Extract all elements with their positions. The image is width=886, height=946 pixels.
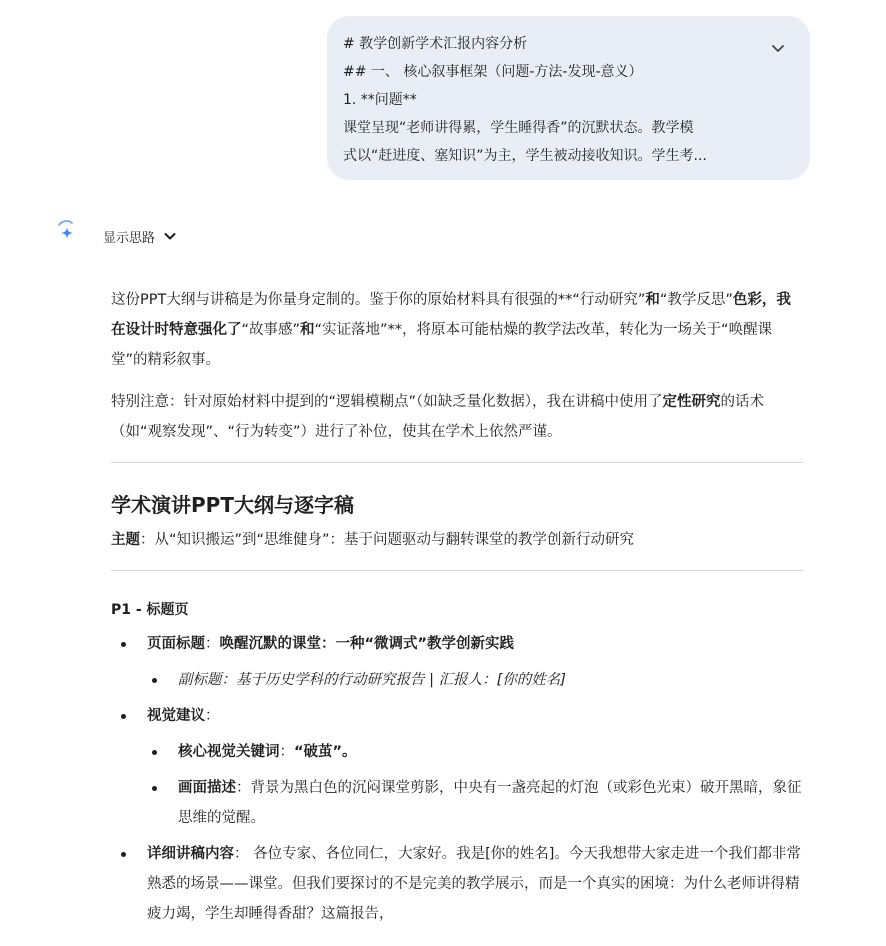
gemini-spark-icon — [54, 218, 80, 244]
list-item: 页面标题：唤醒沉默的课堂：一种“微调式”教学创新实践 — [111, 629, 803, 659]
show-thinking-label: 显示思路 — [103, 230, 156, 246]
user-message-line: 1. **问题** — [343, 92, 417, 108]
intro-paragraph: 这份PPT大纲与讲稿是为你量身定制的。鉴于你的原始材料具有很强的**“行动研究”和“教学反思”色彩，我在设计时特意强化了“故事感”和“实证落地”**，将原本可能枯燥的教学法改革，转化为一场关于“唤醒课堂”的精彩叙事。 — [111, 292, 791, 368]
user-message-line: ## 一、 核心叙事框架（问题-方法-发现-意义） — [343, 64, 643, 80]
list-item: 画面描述：背景为黑白色的沉闷课堂剪影，中央有一盏亮起的灯泡（或彩色光束）破开黑暗，象征思维的觉醒。 — [111, 773, 803, 833]
theme-line: 主题：从“知识搬运”到“思维健身”：基于问题驱动与翻转课堂的教学创新行动研究 — [111, 532, 635, 548]
list-item: 视觉建议： — [111, 701, 803, 731]
user-message-line: 课堂呈现“老师讲得累，学生睡得香”的沉默状态。教学模 — [343, 120, 694, 136]
user-message-line: # 教学创新学术汇报内容分析 — [343, 36, 528, 52]
bullet-dot — [121, 852, 126, 857]
bullet-dot — [152, 750, 157, 755]
document-title: 学术演讲PPT大纲与逐字稿 — [111, 493, 354, 517]
user-message-bubble — [327, 16, 810, 180]
chevron-down-icon — [771, 41, 785, 55]
bullet-dot — [121, 714, 126, 719]
bullet-dot — [152, 786, 157, 791]
chevron-down-icon — [163, 229, 177, 243]
list-item: 核心视觉关键词：“破茧”。 — [111, 737, 803, 767]
expand-message-button[interactable] — [768, 38, 788, 58]
show-thinking-button[interactable] — [103, 225, 177, 247]
user-message-line: 式以“赶进度、塞知识”为主，学生被动接收知识。学生考... — [343, 148, 707, 164]
note-paragraph: 特别注意：针对原始材料中提到的“逻辑模糊点”（如缺乏量化数据），我在讲稿中使用了定性研究的话术（如“观察发现”、“行为转变”）进行了补位，使其在学术上依然严谨。 — [111, 394, 765, 440]
bullet-dot — [121, 642, 126, 647]
list-item: 详细讲稿内容： 各位专家、各位同仁，大家好。我是[你的姓名]。今天我想带大家走进一个我们都非常熟悉的场景——课堂。但我们要探讨的不是完美的教学展示，而是一个真实的困境：为什么老师讲得精疲力竭，学生却睡得香甜？这篇报告， — [111, 839, 803, 929]
section-heading-p1: P1 - 标题页 — [111, 602, 189, 618]
bullet-dot — [152, 678, 157, 683]
model-response — [111, 285, 803, 929]
list-item: 副标题：基于历史学科的行动研究报告 | 汇报人：[你的姓名] — [111, 665, 803, 695]
